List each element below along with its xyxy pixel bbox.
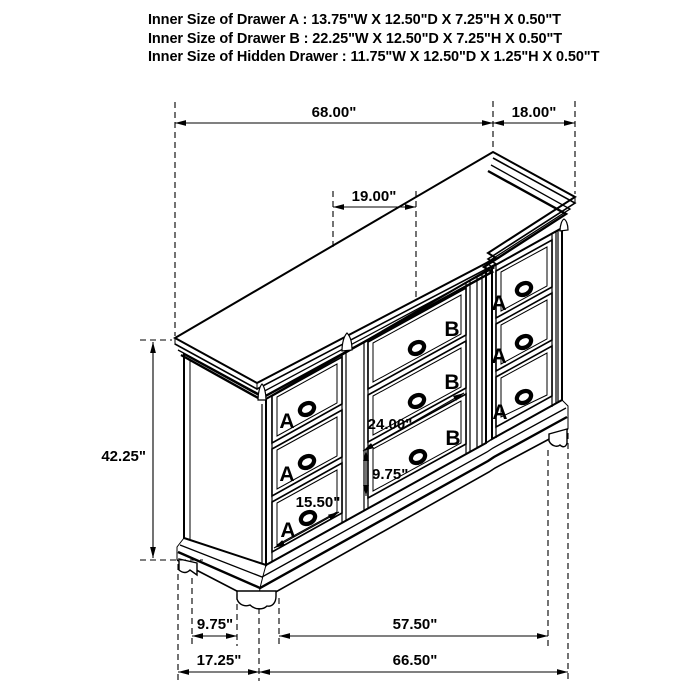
dimension-label: 15.50" xyxy=(295,494,341,511)
inner-size-hidden-drawer-text: Inner Size of Hidden Drawer : 11.75"W X 12.50"D X 1.25"H X 0.50"T xyxy=(148,49,600,65)
drawer-label-b: B xyxy=(445,427,461,450)
dimension-label: 66.50" xyxy=(392,652,438,669)
title-block xyxy=(148,12,600,65)
right-corner-finial xyxy=(560,219,568,231)
left-corner-finial xyxy=(258,384,266,400)
back-left-foot xyxy=(179,559,197,575)
dresser-left-side-panel xyxy=(184,354,266,565)
dimension-label: 9.75" xyxy=(372,466,409,483)
front-right-foot xyxy=(549,429,567,447)
drawer-label-a: A xyxy=(279,463,295,486)
dimension-label: 68.00" xyxy=(311,104,357,121)
drawer-label-a: A xyxy=(492,401,508,424)
inner-size-drawer-b-text: Inner Size of Drawer B : 22.25"W X 12.50"D X 7.25"H X 0.50"T xyxy=(148,31,562,47)
dimension-label: 17.25" xyxy=(196,652,242,669)
dimension-label: 9.75" xyxy=(196,616,234,633)
dimension-label: 19.00" xyxy=(351,188,397,205)
dimension-label: 57.50" xyxy=(392,616,438,633)
drawer-label-a: A xyxy=(491,292,507,315)
drawer-label-b: B xyxy=(444,318,460,341)
inner-size-drawer-a-text: Inner Size of Drawer A : 13.75"W X 12.50"D X 7.25"H X 0.50"T xyxy=(148,12,561,28)
dimension-label: 42.25" xyxy=(101,448,146,465)
dresser-illustration xyxy=(175,152,575,609)
front-left-foot xyxy=(237,591,276,609)
drawer-label-a: A xyxy=(279,410,295,433)
drawer-label-a: A xyxy=(491,345,507,368)
drawer-label-a: A xyxy=(280,519,296,542)
dimension-label: 18.00" xyxy=(511,104,557,121)
dimension-label: 24.00" xyxy=(367,416,413,433)
drawer-label-b: B xyxy=(444,371,460,394)
